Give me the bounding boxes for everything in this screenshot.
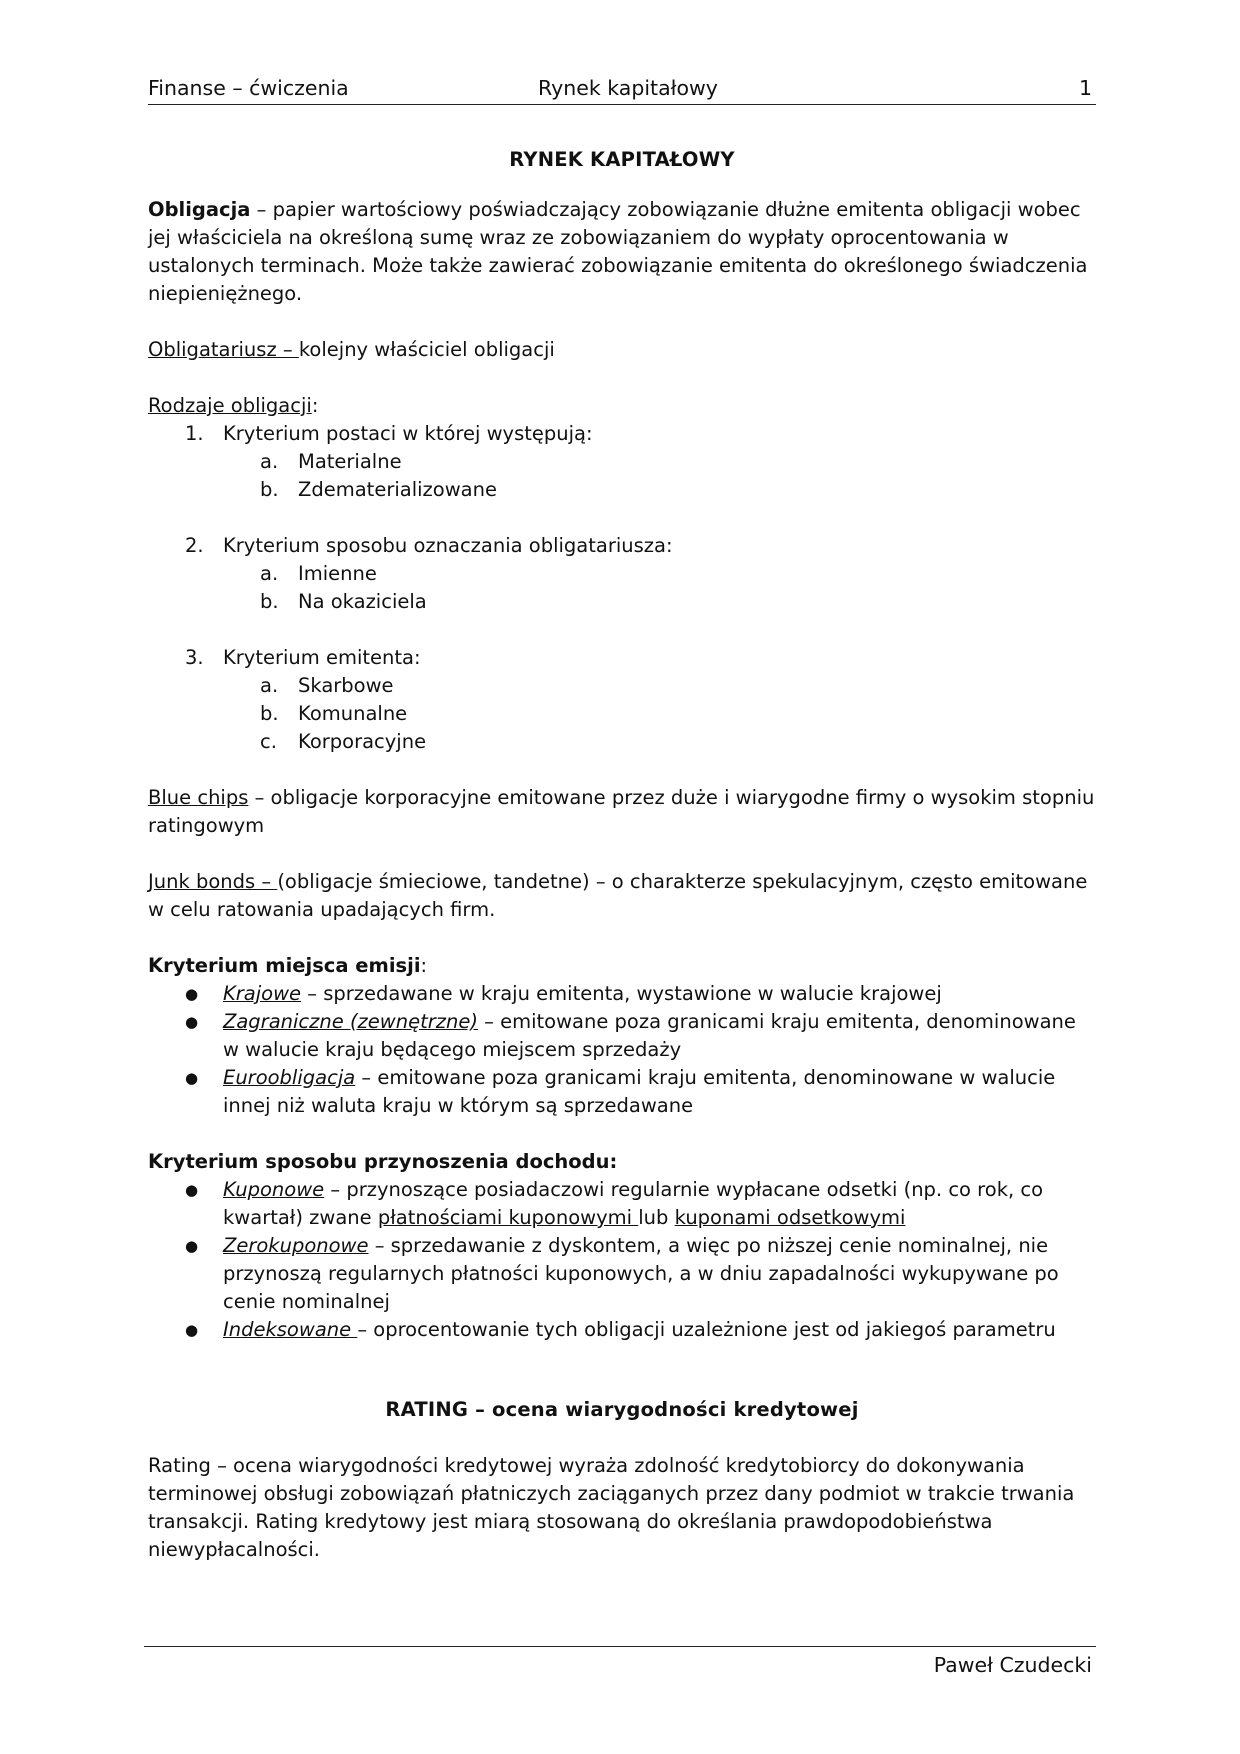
sub-label: Materialne — [298, 450, 402, 473]
miejsce-section — [148, 952, 1096, 1120]
bullet-item — [148, 1176, 1096, 1232]
bullet-icon: ● — [185, 1181, 199, 1199]
bullet-icon: ● — [185, 985, 199, 1003]
sub-item — [148, 588, 1096, 616]
sub-letter: b. — [260, 590, 279, 613]
rating-heading: RATING – ocena wiarygodności kredytowej — [385, 1398, 859, 1421]
sub-letter: c. — [260, 730, 277, 753]
sub-item — [148, 700, 1096, 728]
bullet-item — [148, 1232, 1096, 1316]
sub-item — [148, 672, 1096, 700]
bullet-term: Zerokuponowe — [223, 1234, 369, 1257]
bullet-term: Euroobligacja — [223, 1066, 356, 1089]
miejsce-colon: : — [420, 954, 428, 977]
obligacja-definition — [148, 196, 1096, 308]
dochod-section — [148, 1148, 1096, 1344]
sub-letter: b. — [260, 702, 279, 725]
sub-label: Skarbowe — [298, 674, 394, 697]
sub-item — [148, 476, 1096, 504]
header-topic: Rynek kapitałowy — [538, 76, 718, 100]
rodzaje-term: Rodzaje obligacji — [148, 394, 312, 417]
bullet-underlined-text: kuponami odsetkowymi — [674, 1206, 906, 1229]
bullet-term: Kuponowe — [223, 1178, 325, 1201]
document-body — [148, 146, 1096, 1592]
sub-label: Korporacyjne — [298, 730, 427, 753]
page-number: 1 — [1078, 76, 1092, 100]
blue-chips-definition — [148, 784, 1096, 840]
list-item — [148, 420, 1096, 448]
obligatariusz-definition — [148, 336, 1096, 364]
bullet-icon: ● — [185, 1321, 199, 1339]
bullet-text: – emitowane poza granicami kraju emitenta, denominowane w walucie kraju będącego miejscem sprzedaży — [223, 1010, 1076, 1061]
sub-item — [148, 560, 1096, 588]
bullet-item — [148, 1008, 1096, 1064]
bullet-text: – przynoszące posiadaczowi regularnie wypłacane odsetki (np. co rok, co kwartał) zwane — [223, 1178, 1044, 1229]
sub-letter: a. — [260, 674, 279, 697]
bullet-icon: ● — [185, 1237, 199, 1255]
rodzaje-colon: : — [311, 394, 319, 417]
sub-label: Zdematerializowane — [298, 478, 497, 501]
bullet-term: Indeksowane — [223, 1318, 358, 1341]
sub-label: Imienne — [298, 562, 377, 585]
item-label: Kryterium emitenta: — [223, 646, 421, 669]
blue-chips-text: – obligacje korporacyjne emitowane przez duże i wiarygodne firmy o wysokim stopniu ratingowym — [148, 786, 1095, 837]
junk-bonds-term: Junk bonds – — [148, 870, 278, 893]
sub-item — [148, 448, 1096, 476]
list-item — [148, 644, 1096, 672]
item-label: Kryterium sposobu oznaczania obligatariusza: — [223, 534, 673, 557]
sub-letter: a. — [260, 562, 279, 585]
bullet-underlined-text: płatnościami kuponowymi — [377, 1206, 639, 1229]
obligatariusz-text: kolejny właściciel obligacji — [298, 338, 555, 361]
bullet-text: – oprocentowanie tych obligacji uzależnione jest od jakiegoś parametru — [357, 1318, 1056, 1341]
bullet-text: – emitowane poza granicami kraju emitenta, denominowane w walucie innej niż waluta kraju w którym są sprzedawane — [223, 1066, 1056, 1117]
item-number: 1. — [185, 422, 204, 445]
bullet-item — [148, 1316, 1096, 1344]
junk-bonds-definition — [148, 868, 1096, 924]
obligacja-term: Obligacja — [148, 198, 251, 221]
sub-letter: b. — [260, 478, 279, 501]
bullet-icon: ● — [185, 1013, 199, 1031]
sub-item — [148, 728, 1096, 756]
header-course: Finanse – ćwiczenia — [148, 76, 349, 100]
bullet-text: – sprzedawane w kraju emitenta, wystawione w walucie krajowej — [301, 982, 942, 1005]
rating-paragraph: Rating – ocena wiarygodności kredytowej wyraża zdolność kredytobiorcy do dokonywania terminowej obsługi zobowiązań płatniczych zaciąganych przez dany podmiot w trakcie trwania transakcji. Rating kredytowy jest miarą stosowaną do określania prawdopodobieństwa niewypłacalności. — [148, 1454, 1075, 1561]
junk-bonds-text: (obligacje śmieciowe, tandetne) – o charakterze spekulacyjnym, często emitowane w celu ratowania upadających firm. — [148, 870, 1088, 921]
page-footer — [144, 1646, 1096, 1677]
bullet-term: Krajowe — [223, 982, 302, 1005]
bullet-term: Zagraniczne (zewnętrzne) — [223, 1010, 478, 1033]
bullet-item — [148, 980, 1096, 1008]
footer-author: Paweł Czudecki — [933, 1653, 1092, 1677]
sub-letter: a. — [260, 450, 279, 473]
rodzaje-heading — [148, 392, 1096, 420]
list-item — [148, 532, 1096, 560]
bullet-item — [148, 1064, 1096, 1120]
bullet-icon: ● — [185, 1069, 199, 1087]
item-number: 3. — [185, 646, 204, 669]
miejsce-heading — [148, 952, 1096, 980]
sub-label: Na okaziciela — [298, 590, 427, 613]
page-title: RYNEK KAPITAŁOWY — [509, 148, 735, 171]
obligatariusz-term: Obligatariusz – — [148, 338, 299, 361]
item-label: Kryterium postaci w której występują: — [223, 422, 593, 445]
blue-chips-term: Blue chips — [148, 786, 249, 809]
rodzaje-section — [148, 392, 1096, 756]
page-header — [148, 74, 1096, 105]
obligacja-text: – papier wartościowy poświadczający zobowiązanie dłużne emitenta obligacji wobec jej właściciela na określoną sumę wraz ze zobowiązaniem do wypłaty oprocentowania w ustalonych terminach. Może także zawierać zobowiązanie emitenta do określonego świadczenia niepieniężnego. — [148, 198, 1088, 305]
miejsce-heading-text: Kryterium miejsca emisji — [148, 954, 421, 977]
bullet-text: – sprzedawanie z dyskontem, a więc po niższej cenie nominalnej, nie przynoszą regularnych płatności kuponowych, a w dniu zapadalności wykupywane po cenie nominalnej — [223, 1234, 1059, 1313]
sub-label: Komunalne — [298, 702, 408, 725]
dochod-heading: Kryterium sposobu przynoszenia dochodu: — [148, 1150, 618, 1173]
bullet-text: lub — [638, 1206, 675, 1229]
item-number: 2. — [185, 534, 204, 557]
